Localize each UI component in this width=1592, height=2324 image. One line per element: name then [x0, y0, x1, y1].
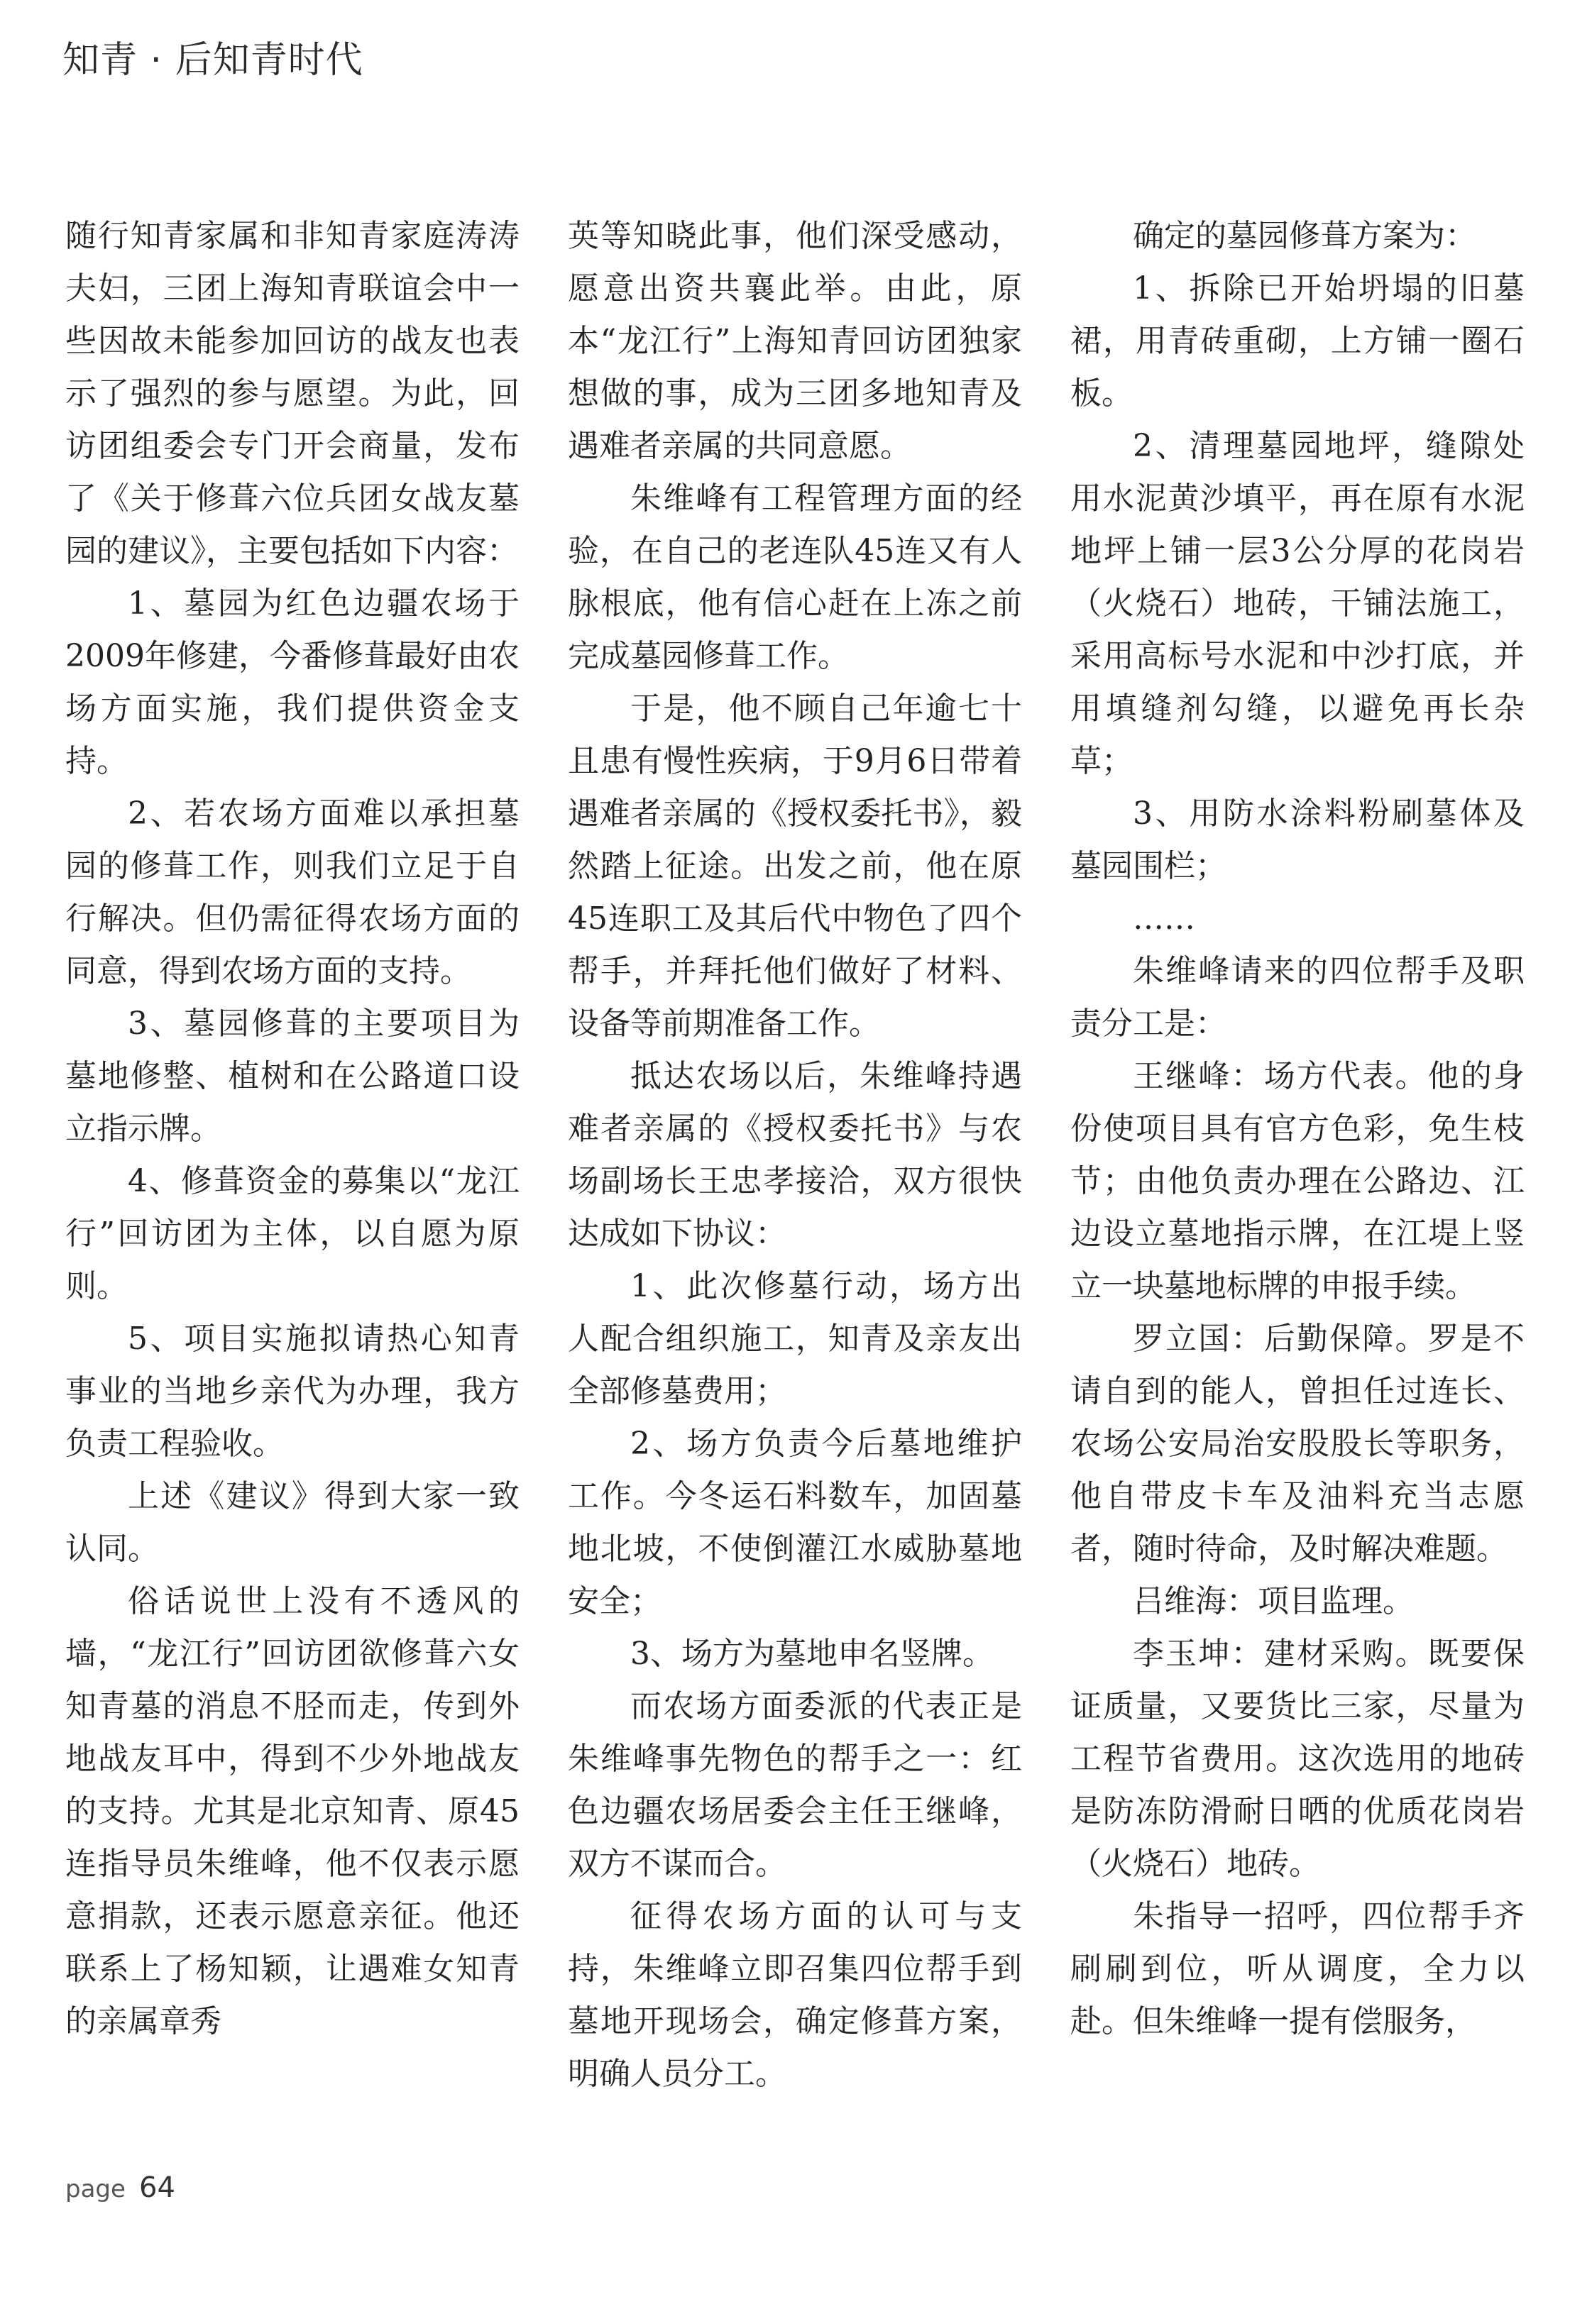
section-header: 知青 · 后知青时代 [62, 39, 363, 82]
paragraph: 而农场方面委派的代表正是朱维峰事先物色的帮手之一：红色边疆农场居委会主任王继峰，双方不谋而合。 [568, 1688, 1022, 1882]
paragraph: 抵达农场以后，朱维峰持遇难者亲属的《授权委托书》与农场副场长王忠孝接洽，双方很快达成如下协议： [568, 1058, 1022, 1252]
paragraph: 2、场方负责今后墓地维护工作。今冬运石料数车，加固墓地北坡，不使倒灌江水威胁墓地安全； [568, 1426, 1022, 1619]
paragraph: 3、用防水涂料粉刷墓体及墓园围栏； [1070, 795, 1525, 884]
paragraph: 英等知晓此事，他们深受感动，愿意出资共襄此举。由此，原本“龙江行”上海知青回访团独家想做的事，成为三团多地知青及遇难者亲属的共同意愿。 [568, 218, 1022, 464]
paragraph: 5、项目实施拟请热心知青事业的当地乡亲代为办理，我方负责工程验收。 [65, 1321, 520, 1462]
paragraph: 俗话说世上没有不透风的墙，“龙江行”回访团欲修葺六女知青墓的消息不胫而走，传到外地战友耳中，得到不少外地战友的支持。尤其是北京知青、原45连指导员朱维峰，他不仅表示愿意捐款，还表示愿意亲征。他还联系上了杨知颖，让遇难女知青的亲属章秀 [65, 1583, 520, 2039]
text-column-1 [65, 210, 520, 2048]
paragraph: 上述《建议》得到大家一致认同。 [65, 1478, 520, 1567]
paragraph: …… [1133, 901, 1195, 937]
paragraph: 李玉坤：建材采购。既要保证质量，又要货比三家，尽量为工程节省费用。这次选用的地砖是防冻防滑耐日晒的优质花岗岩（火烧石）地砖。 [1070, 1636, 1525, 1882]
page-number: 64 [139, 2171, 175, 2204]
paragraph: 1、拆除已开始坍塌的旧墓裙，用青砖重砌，上方铺一圈石板。 [1070, 270, 1525, 412]
paragraph: 王继峰：场方代表。他的身份使项目具有官方色彩，免生枝节；由他负责办理在公路边、江边设立墓地指示牌，在江堤上竖立一块墓地标牌的申报手续。 [1070, 1058, 1525, 1304]
paragraph: 罗立国：后勤保障。罗是不请自到的能人，曾担任过连长、农场公安局治安股股长等职务，他自带皮卡车及油料充当志愿者，随时待命，及时解决难题。 [1070, 1321, 1525, 1567]
paragraph: 随行知青家属和非知青家庭涛涛夫妇，三团上海知青联谊会中一些因故未能参加回访的战友也表示了强烈的参与愿望。为此，回访团组委会专门开会商量，发布了《关于修葺六位兵团女战友墓园的建议》，主要包括如下内容： [65, 218, 520, 569]
paragraph: 朱维峰有工程管理方面的经验，在自己的老连队45连又有人脉根底，他有信心赶在上冻之前完成墓园修葺工作。 [568, 480, 1022, 674]
page-footer [65, 2171, 175, 2204]
text-column-2 [568, 210, 1022, 2100]
paragraph: 1、此次修墓行动，场方出人配合组织施工，知青及亲友出全部修墓费用； [568, 1268, 1022, 1409]
paragraph: 征得农场方面的认可与支持，朱维峰立即召集四位帮手到墓地开现场会，确定修葺方案，明确人员分工。 [568, 1898, 1022, 2092]
paragraph: 2、若农场方面难以承担墓园的修葺工作，则我们立足于自行解决。但仍需征得农场方面的同意，得到农场方面的支持。 [65, 795, 520, 989]
page-label: page [65, 2175, 126, 2203]
paragraph: 于是，他不顾自己年逾七十且患有慢性疾病，于9月6日带着遇难者亲属的《授权委托书》，毅然踏上征途。出发之前，他在原45连职工及其后代中物色了四个帮手，并拜托他们做好了材料、设备等前期准备工作。 [568, 690, 1022, 1042]
paragraph: 确定的墓园修葺方案为： [1133, 218, 1476, 254]
paragraph: 吕维海：项目监理。 [1133, 1583, 1414, 1619]
paragraph: 2、清理墓园地坪，缝隙处用水泥黄沙填平，再在原有水泥地坪上铺一层3公分厚的花岗岩（火烧石）地砖，干铺法施工，采用高标号水泥和中沙打底，并用填缝剂勾缝，以避免再长杂草； [1070, 428, 1525, 779]
paragraph: 3、墓园修葺的主要项目为墓地修整、植树和在公路道口设立指示牌。 [65, 1006, 520, 1147]
paragraph: 1、墓园为红色边疆农场于2009年修建，今番修葺最好由农场方面实施，我们提供资金支持。 [65, 585, 520, 779]
paragraph: 3、场方为墓地申名竖牌。 [630, 1636, 994, 1672]
paragraph: 朱指导一招呼，四位帮手齐刷刷到位，听从调度，全力以赴。但朱维峰一提有偿服务， [1070, 1898, 1525, 2039]
paragraph: 朱维峰请来的四位帮手及职责分工是： [1070, 953, 1525, 1042]
paragraph: 4、修葺资金的募集以“龙江行”回访团为主体，以自愿为原则。 [65, 1163, 520, 1304]
text-column-3 [1070, 210, 1525, 2048]
